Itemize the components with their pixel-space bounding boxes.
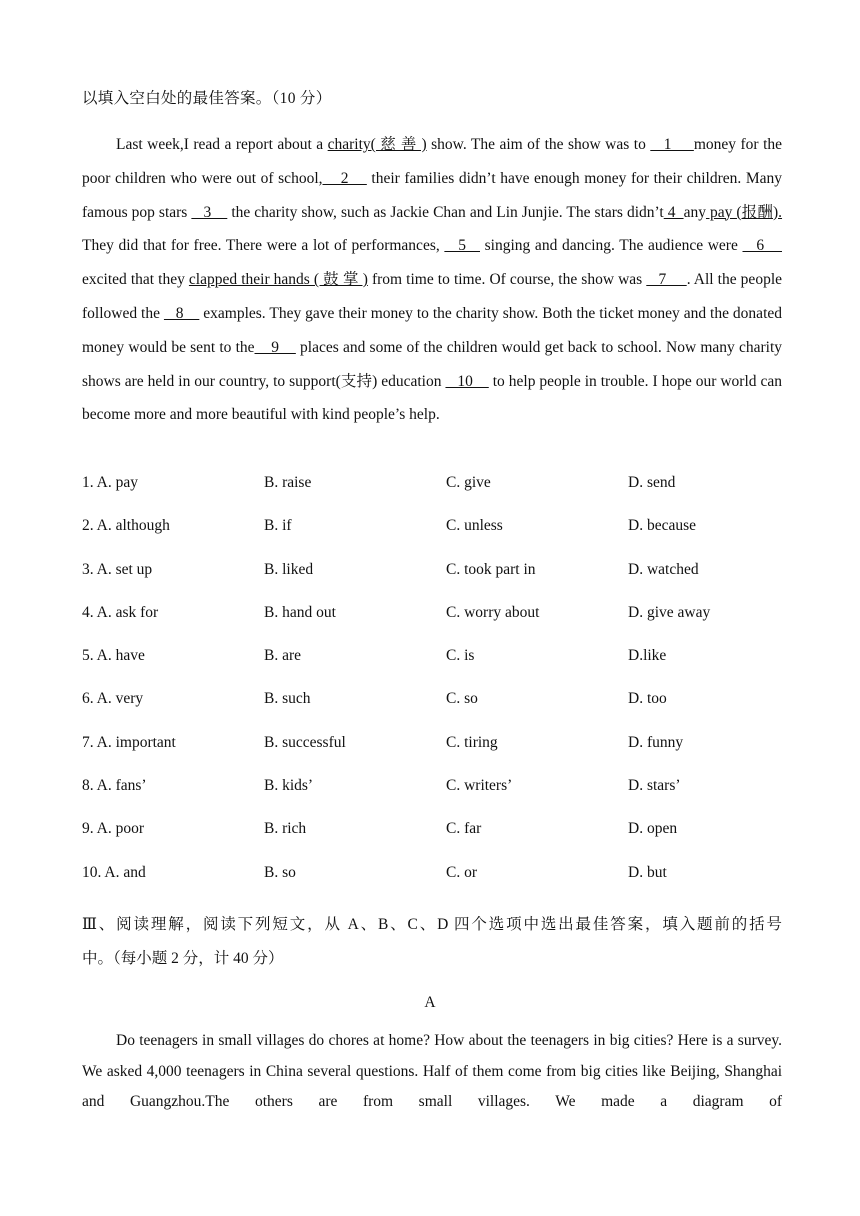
option-row [82, 734, 802, 777]
option-d: D. send [628, 474, 676, 491]
blank-7: 7 [646, 271, 687, 289]
passage-text: Do teenagers in small villages do chores at home? How about the teenagers in big cities? Here is a survey. We asked 4,000 teenagers in China several questions. Half of them come from big cities like Beijing, Shanghai and Guangzhou.The others are from small villages. We made a diagram of [82, 1032, 782, 1110]
option-c: C. far [446, 820, 482, 838]
underlined-term-charity: charity( 慈 善 ) [327, 136, 427, 153]
passage-heading: A [424, 994, 436, 1011]
option-a: 2. A. although [82, 517, 170, 535]
blank-3: 3 [191, 203, 228, 221]
option-d: D. funny [628, 733, 684, 751]
option-a: 7. A. important [82, 733, 176, 751]
option-a: 9. A. poor [82, 820, 144, 838]
text-segment: the charity show, such as Jackie Chan and Lin Junjie. The stars didn’t [227, 203, 664, 221]
option-a: 1. A. pay [82, 474, 138, 491]
option-c: C. worry about [446, 603, 540, 621]
option-a: 5. A. have [82, 647, 145, 665]
option-c: C. is [446, 647, 475, 665]
option-b: B. liked [264, 560, 314, 578]
blank-4: 4 [663, 203, 684, 221]
blank-6: 6 [742, 237, 782, 255]
text-segment: They did that for free. There were a lot of performances, [82, 237, 445, 255]
text-segment: any [683, 203, 706, 221]
instruction-line: Ⅲ、阅读理解，阅读下列短文，从 A、B、C、D 四个选项中选出最佳答案，填入题前的括号 [82, 916, 782, 933]
option-d: D. stars’ [628, 777, 681, 795]
option-b: B. hand out [264, 603, 336, 621]
blank-10: 10 [445, 372, 489, 390]
option-d: D. watched [628, 560, 699, 578]
option-row [82, 474, 802, 517]
passage-paragraph [82, 1026, 782, 1118]
option-row [82, 820, 802, 863]
option-b: B. successful [264, 733, 346, 751]
option-b: B. rich [264, 820, 307, 838]
blank-8: 8 [163, 304, 200, 322]
underlined-term-pay: pay (报酬). [705, 203, 783, 221]
text-segment: examples. They gave their money to the charity show. Both the ticket money and the donated money would be sent to the [82, 304, 783, 356]
option-c: C. or [446, 863, 477, 881]
option-d: D. give away [628, 603, 711, 621]
option-row [82, 517, 802, 560]
reading-passage-a [82, 1026, 782, 1118]
option-c: C. tiring [446, 733, 498, 751]
option-c: C. unless [446, 517, 503, 535]
option-b: B. are [264, 647, 302, 665]
option-a: 6. A. very [82, 690, 144, 708]
option-row [82, 604, 802, 647]
cloze-instruction: 以填入空白处的最佳答案。（10 分） [82, 90, 332, 107]
option-a: 3. A. set up [82, 560, 153, 578]
reading-section-instruction [82, 908, 782, 976]
option-c: C. so [446, 690, 478, 708]
option-d: D. but [628, 863, 667, 881]
option-row [82, 690, 802, 733]
text-segment: Last week,I read a report about a [116, 136, 328, 153]
option-c: C. give [446, 474, 491, 491]
option-d: D. open [628, 820, 678, 838]
underlined-term-clapped: clapped their hands ( 鼓 掌 ) [188, 271, 368, 289]
text-segment: . All the people followed the [82, 271, 783, 322]
option-row [82, 777, 802, 820]
option-b: B. raise [264, 474, 312, 491]
cloze-paragraph [82, 128, 782, 432]
option-b: B. if [264, 517, 292, 535]
option-row [82, 561, 802, 604]
option-b: B. kids’ [264, 777, 314, 795]
blank-5: 5 [444, 237, 480, 255]
option-d: D.like [628, 647, 667, 665]
text-segment: their families didn’t have enough money for their children. Many famous pop stars [82, 169, 782, 221]
option-row [82, 647, 802, 690]
blank-9: 9 [254, 338, 296, 356]
option-b: B. such [264, 690, 311, 708]
text-segment: excited that they [82, 271, 189, 289]
options-list [82, 474, 802, 907]
option-a: 8. A. fans’ [82, 777, 147, 795]
text-segment: places and some of the children would get back to school. Now many charity shows are held in our country, to support(支持) education [82, 338, 782, 390]
option-d: D. too [628, 690, 667, 708]
cloze-passage [82, 128, 782, 432]
text-segment: to help people in trouble. I hope our world can become more and more beautiful with kind people’s help. [82, 372, 782, 424]
text-segment: show. The aim of the show was to [426, 136, 651, 153]
option-d: D. because [628, 517, 696, 535]
option-c: C. writers’ [446, 777, 513, 795]
text-segment: money for the poor children who were out of school, [82, 136, 783, 187]
option-c: C. took part in [446, 560, 536, 578]
option-row [82, 864, 802, 907]
instruction-line: 中。（每小题 2 分，计 40 分） [82, 950, 284, 967]
text-segment: singing and dancing. The audience were [480, 237, 743, 255]
text-segment: from time to time. Of course, the show was [367, 271, 647, 289]
blank-1: 1 [650, 136, 694, 153]
option-a: 4. A. ask for [82, 603, 159, 621]
option-b: B. so [264, 863, 296, 881]
option-a: 10. A. and [82, 863, 146, 881]
blank-2: 2 [322, 169, 367, 187]
